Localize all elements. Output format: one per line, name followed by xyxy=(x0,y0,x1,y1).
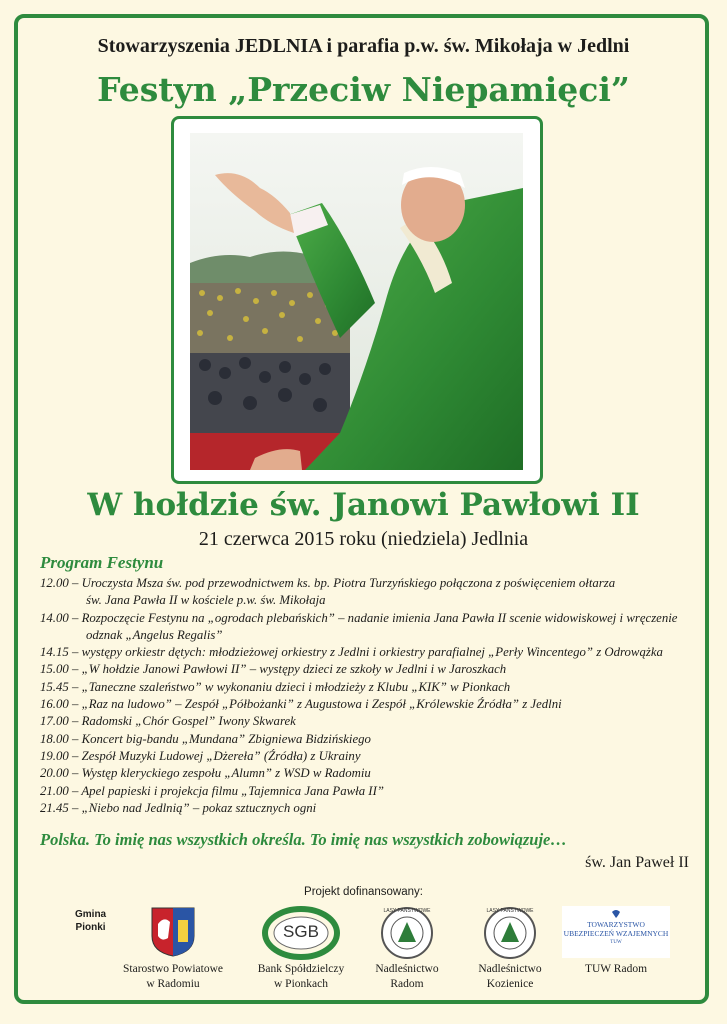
gmina-label xyxy=(75,908,106,934)
program-heading: Program Festynu xyxy=(40,553,164,572)
program-list xyxy=(40,575,700,817)
sgb-logo-icon xyxy=(262,906,340,960)
tuw-logo-line1: TOWARZYSTWO xyxy=(587,920,645,929)
sponsor-line1: Nadleśnictwo xyxy=(478,963,542,975)
program-line: św. Jana Pawła II w kościele p.w. św. Mikołaja xyxy=(86,593,326,608)
gmina-line2: Pionki xyxy=(75,922,106,933)
program-line: 16.00 – „Raz na ludowo” – Zespół „Półbożanki” z Augustowa i Zespół „Królewskie Źródła” z Jedlni xyxy=(40,697,562,712)
program-line: 12.00 – Uroczysta Msza św. pod przewodnictwem ks. bp. Piotra Turzyńskiego połączona z poświęceniem ołtarza xyxy=(40,576,616,590)
program-line: 21.45 – „Niebo nad Jedlnią” – pokaz sztucznych ogni xyxy=(40,800,317,815)
program-line: 19.00 – Zespół Muzyki Ludowej „Dżereła” (Źródła) z Ukrainy xyxy=(40,748,361,763)
program-line: odznak „Angelus Regalis” xyxy=(86,627,223,642)
tuw-logo-icon xyxy=(562,906,670,958)
sponsor-label xyxy=(551,962,681,977)
lasy-logo-text: LASY PAŃSTWOWE xyxy=(383,908,431,914)
program-line: 14.00 – Rozpoczęcie Festynu na „ogrodach plebańskich” – nadanie imienia Jana Pawła II scenie widowiskowej i wręczenie xyxy=(40,610,678,625)
gmina-line1: Gmina xyxy=(75,909,107,920)
sponsor-label xyxy=(108,962,238,992)
event-subtitle: W hołdzie św. Janowi Pawłowi II xyxy=(87,487,640,523)
sponsor-line1: Nadleśnictwo xyxy=(375,963,439,975)
event-date: 21 czerwca 2015 roku (niedziela) Jedlnia xyxy=(198,528,529,550)
quote-author: św. Jan Paweł II xyxy=(585,854,689,871)
program-line: 17.00 – Radomski „Chór Gospel” Iwony Skwarek xyxy=(40,714,296,729)
sponsor-line1: TUW Radom xyxy=(584,963,648,975)
program-line: 20.00 – Występ kleryckiego zespołu „Alumn” z WSD w Radomiu xyxy=(40,766,371,781)
tuw-logo-text xyxy=(562,920,670,947)
program-line: 18.00 – Koncert big-bandu „Mundana” Zbigniewa Bidzińskiego xyxy=(40,731,371,746)
program-line: 15.45 – „Taneczne szaleństwo” w wykonaniu dzieci i młodzieży z Klubu „KIK” w Pionkach xyxy=(40,679,511,694)
tuw-logo-line2: UBEZPIECZEŃ WZAJEMNYCH xyxy=(563,929,669,938)
sponsor-line1: Starostwo Powiatowe xyxy=(123,963,223,975)
sponsor-line2: w Radomiu xyxy=(146,978,200,990)
sponsor-line2: Radom xyxy=(390,978,424,990)
lasy-panstwowe-logo-icon xyxy=(380,906,434,960)
poster-title: Festyn „Przeciw Niepamięci” xyxy=(97,70,630,109)
coat-of-arms-icon xyxy=(150,906,196,958)
lasy-logo-text: LASY PAŃSTWOWE xyxy=(486,908,534,914)
sponsor-line2: Kozienice xyxy=(486,978,534,990)
sponsor-line2: w Pionkach xyxy=(274,978,328,990)
program-line: 14.15 – występy orkiestr dętych: młodzieżowej orkiestry z Jedlni i orkiestry parafialnej „Perły Wincentego” z Odrowążka xyxy=(40,645,663,660)
quote-text: Polska. To imię nas wszystkich określa. To imię nas wszystkich zobowiązuje… xyxy=(40,830,567,849)
sponsor-line1: Bank Spółdzielczy xyxy=(257,963,345,975)
program-line: 21.00 – Apel papieski i projekcja filmu „Tajemnica Jana Pawła II” xyxy=(40,783,384,798)
sgb-logo-text: SGB xyxy=(283,922,319,941)
organizers-line: Stowarzyszenia JEDLNIA i parafia p.w. św. Mikołaja w Jedlni xyxy=(97,35,630,57)
photo-frame xyxy=(171,116,543,484)
tuw-logo-line3: TUW xyxy=(610,940,622,945)
program-line: 15.00 – „W hołdzie Janowi Pawłowi II” – występy dzieci ze szkoły w Jedlni i w Jaroszkach xyxy=(40,662,507,677)
pope-blessing-photo xyxy=(190,133,523,470)
lasy-panstwowe-logo-icon xyxy=(483,906,537,960)
cofinanced-heading: Projekt dofinansowany: xyxy=(304,886,423,898)
